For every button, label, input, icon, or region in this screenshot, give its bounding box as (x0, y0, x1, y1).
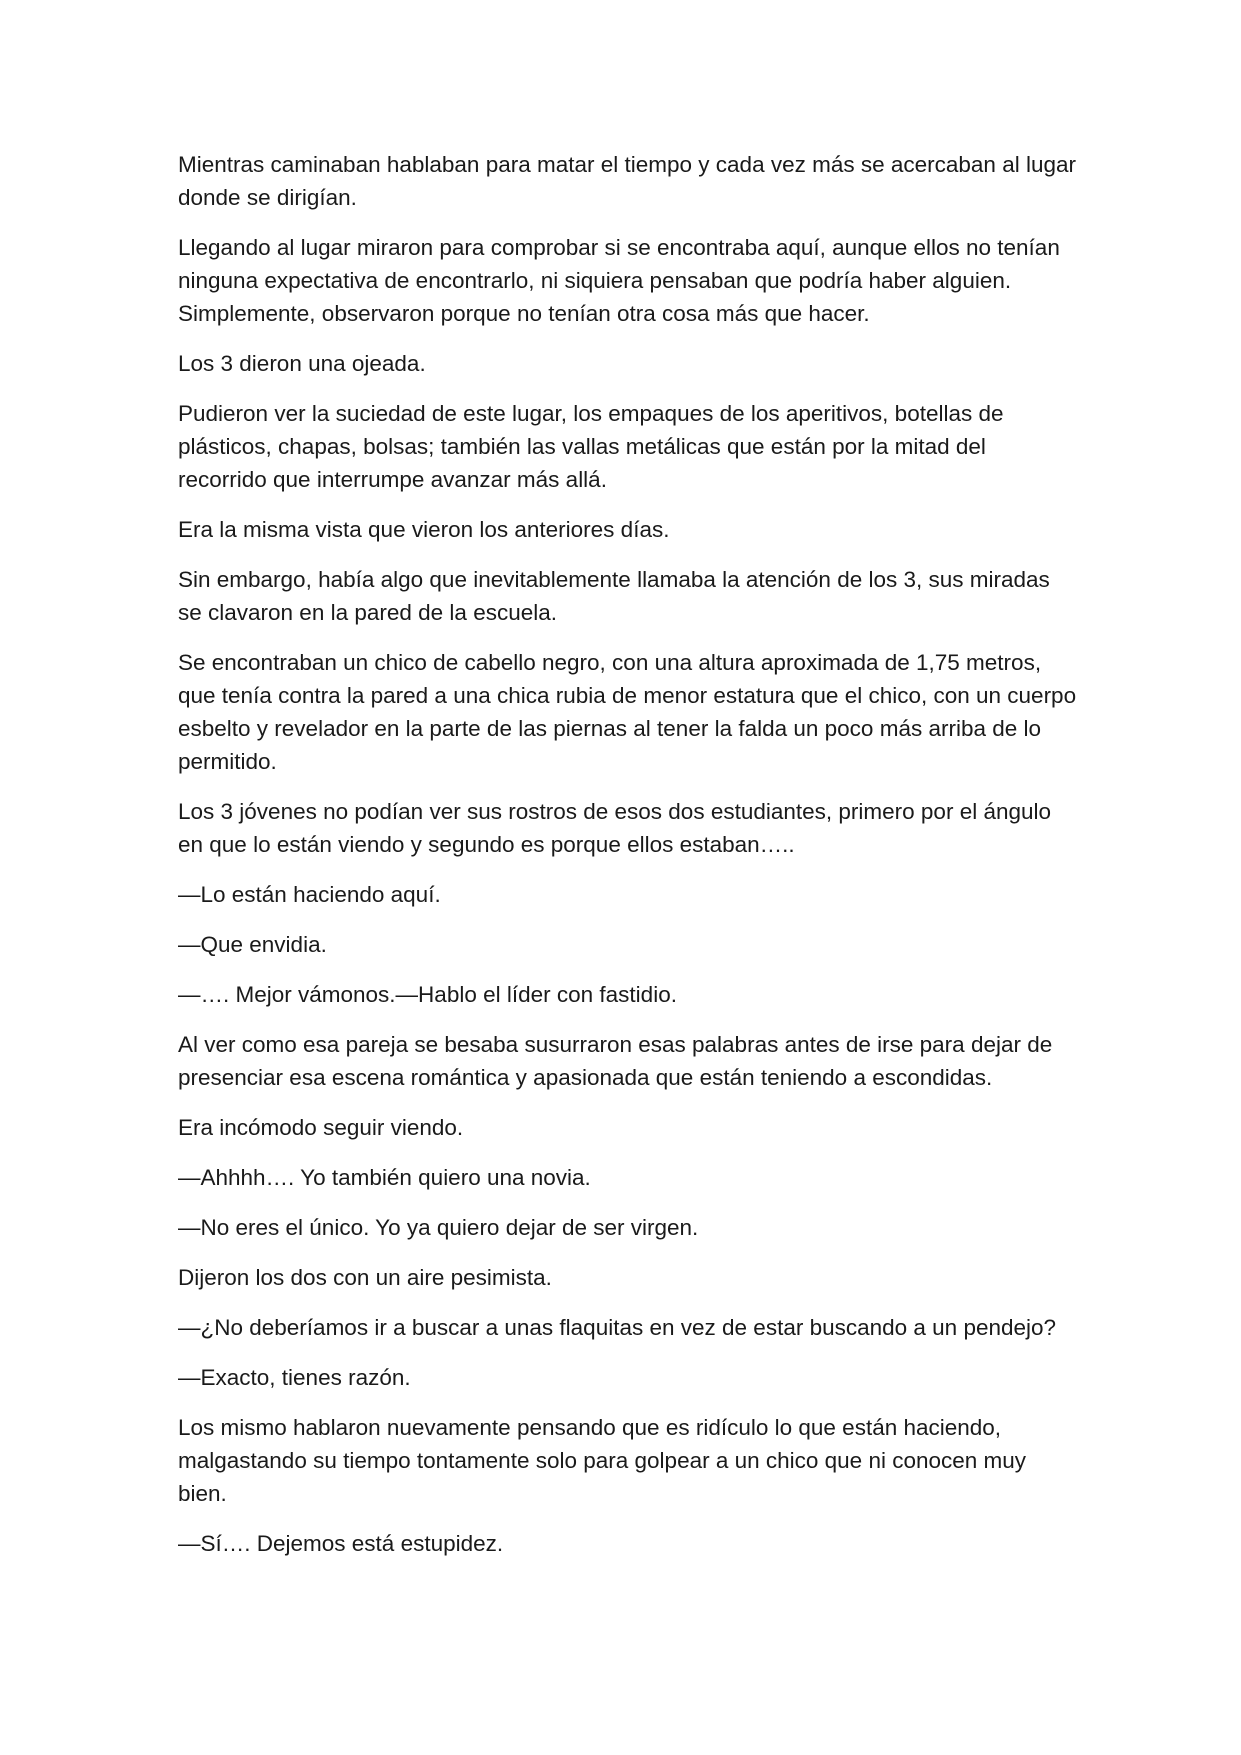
dialogue-line: —Que envidia. (178, 932, 327, 957)
document-page (178, 148, 1078, 1577)
paragraph: Llegando al lugar miraron para comprobar si se encontraba aquí, aunque ellos no tenían ninguna expectativa de encontrarlo, ni siquiera pensaban que podría haber alguien. Simplemente, observaron porque no tenían otra cosa más que hacer. (178, 235, 1060, 326)
paragraph: Los 3 dieron una ojeada. (178, 351, 426, 376)
dialogue-line: —Ahhhh…. Yo también quiero una novia. (178, 1165, 591, 1190)
paragraph: Los mismo hablaron nuevamente pensando que es ridículo lo que están haciendo, malgastando su tiempo tontamente solo para golpear a un chico que ni conocen muy bien. (178, 1415, 1027, 1506)
dialogue-line: —…. Mejor vámonos.—Hablo el líder con fastidio. (178, 982, 677, 1007)
dialogue-line: —Sí…. Dejemos está estupidez. (178, 1531, 504, 1556)
paragraph: Los 3 jóvenes no podían ver sus rostros de esos dos estudiantes, primero por el ángulo en que lo están viendo y segundo es porque ellos estaban….. (178, 799, 1052, 857)
paragraph: Era incómodo seguir viendo. (178, 1115, 464, 1140)
dialogue-line: —Lo están haciendo aquí. (178, 882, 441, 907)
paragraph: Dijeron los dos con un aire pesimista. (178, 1265, 552, 1290)
dialogue-line: —Exacto, tienes razón. (178, 1365, 411, 1390)
paragraph: Se encontraban un chico de cabello negro, con una altura aproximada de 1,75 metros, que tenía contra la pared a una chica rubia de menor estatura que el chico, con un cuerpo esbelto y revelador en la parte de las piernas al tener la falda un poco más arriba de lo permitido. (178, 650, 1077, 774)
paragraph: Sin embargo, había algo que inevitablemente llamaba la atención de los 3, sus miradas se clavaron en la pared de la escuela. (178, 567, 1050, 625)
paragraph: Mientras caminaban hablaban para matar el tiempo y cada vez más se acercaban al lugar donde se dirigían. (178, 152, 1076, 210)
paragraph: Pudieron ver la suciedad de este lugar, los empaques de los aperitivos, botellas de plásticos, chapas, bolsas; también las vallas metálicas que están por la mitad del recorrido que interrumpe avanzar más allá. (178, 401, 1004, 492)
paragraph: Era la misma vista que vieron los anteriores días. (178, 517, 670, 542)
dialogue-line: —No eres el único. Yo ya quiero dejar de ser virgen. (178, 1215, 699, 1240)
dialogue-line: —¿No deberíamos ir a buscar a unas flaquitas en vez de estar buscando a un pendejo? (178, 1315, 1057, 1340)
paragraph: Al ver como esa pareja se besaba susurraron esas palabras antes de irse para dejar de presenciar esa escena romántica y apasionada que están teniendo a escondidas. (178, 1032, 1053, 1090)
